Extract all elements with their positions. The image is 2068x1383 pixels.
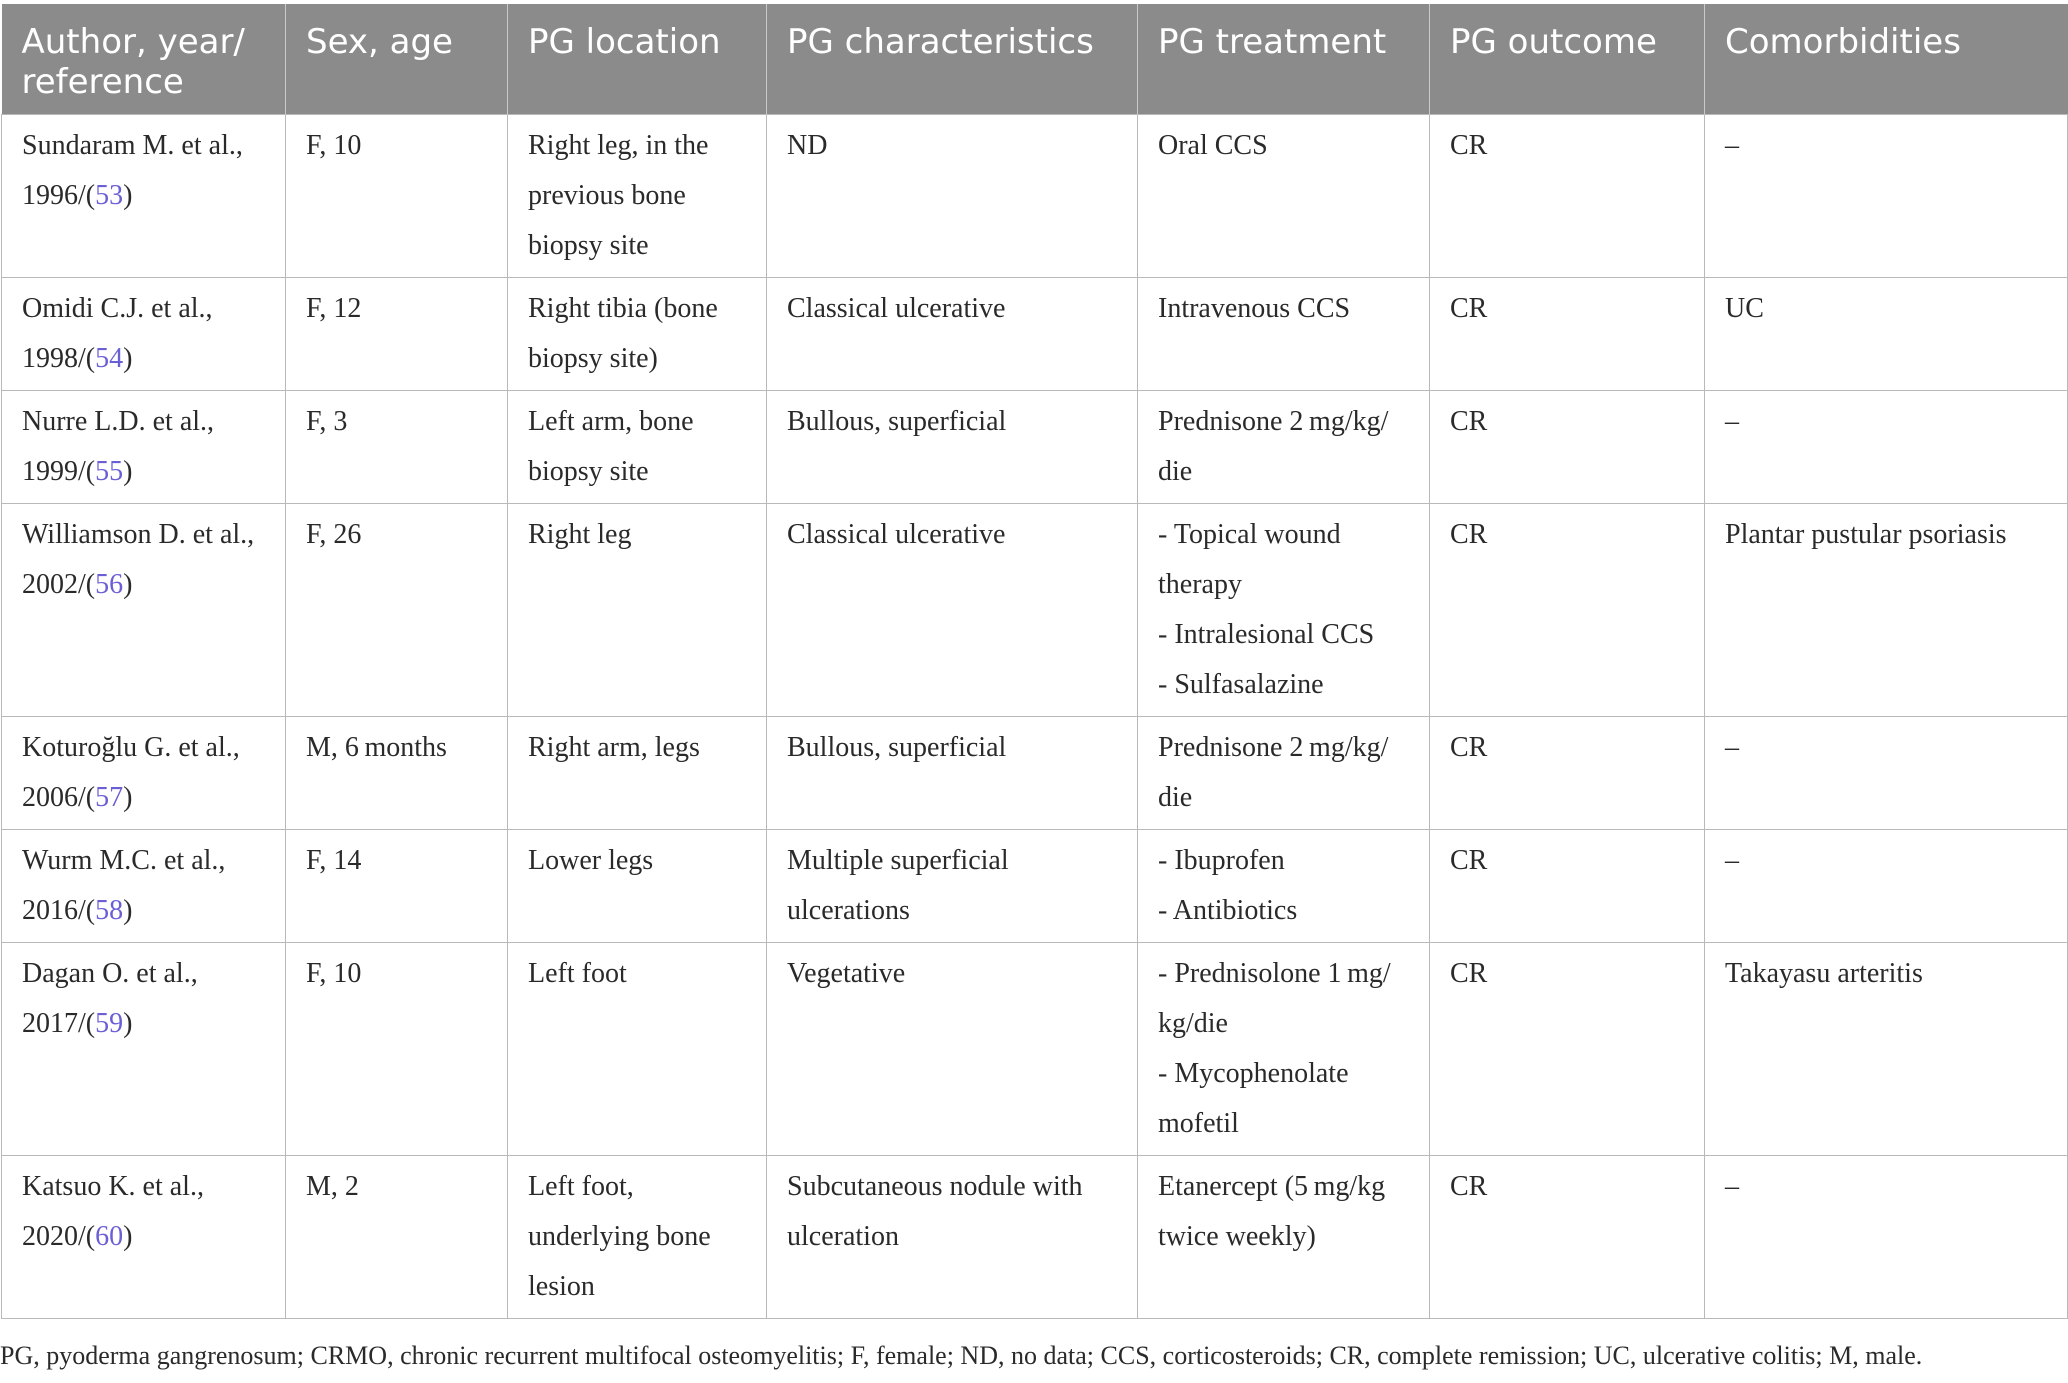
- cell-sex-age: F, 12: [286, 278, 508, 391]
- treatment-item: - Sulfasalazine: [1158, 669, 1324, 700]
- cell-author: [2, 504, 286, 717]
- reference-link[interactable]: 56: [95, 569, 124, 600]
- header-sex-age: Sex, age: [286, 4, 508, 115]
- header-pg-outcome: PG outcome: [1430, 4, 1705, 115]
- treatment-item: - Topical wound therapy: [1158, 519, 1341, 600]
- reference-link[interactable]: 57: [95, 782, 124, 813]
- cell-location: Right leg, in the previous bone biopsy site: [508, 115, 767, 278]
- cell-author: [2, 717, 286, 830]
- cell-author: [2, 1156, 286, 1319]
- cell-comorbidities: UC: [1705, 278, 2068, 391]
- cell-characteristics: Multiple superficial ulcerations: [767, 830, 1138, 943]
- cell-author: [2, 943, 286, 1156]
- table-row: [2, 943, 2068, 1156]
- treatment-item: - Antibiotics: [1158, 895, 1298, 926]
- header-row: [2, 4, 2068, 115]
- cell-comorbidities: –: [1705, 115, 2068, 278]
- treatment-item: Prednisone 2 mg/kg/ die: [1158, 732, 1389, 813]
- treatment-item: Prednisone 2 mg/kg/ die: [1158, 406, 1389, 487]
- cell-location: Left foot: [508, 943, 767, 1156]
- cell-sex-age: M, 6 months: [286, 717, 508, 830]
- table-row: [2, 391, 2068, 504]
- treatment-item: Intravenous CCS: [1158, 293, 1351, 324]
- cell-treatment: [1138, 115, 1430, 278]
- cell-comorbidities: Plantar pustular psoriasis: [1705, 504, 2068, 717]
- table-row: [2, 115, 2068, 278]
- author-name: Katsuo K. et al.,: [22, 1171, 204, 1202]
- reference-link[interactable]: 60: [95, 1221, 124, 1252]
- treatment-item: - Ibuprofen: [1158, 845, 1285, 876]
- cell-characteristics: Bullous, superficial: [767, 391, 1138, 504]
- cell-characteristics: Vegetative: [767, 943, 1138, 1156]
- cell-location: Right arm, legs: [508, 717, 767, 830]
- header-author-line: reference: [21, 62, 184, 102]
- cell-treatment: [1138, 278, 1430, 391]
- header-pg-location: PG location: [508, 4, 767, 115]
- cell-treatment: [1138, 717, 1430, 830]
- author-name: Nurre L.D. et al.,: [22, 406, 215, 437]
- cell-outcome: CR: [1430, 717, 1705, 830]
- close-paren: ): [123, 1008, 133, 1039]
- year-text: 2016/(: [22, 895, 96, 926]
- treatment-item: - Prednisolone 1 mg/ kg/die: [1158, 958, 1391, 1039]
- header-author-line: Author, year/: [21, 22, 245, 62]
- case-table: [1, 4, 2068, 1319]
- year-text: 2002/(: [22, 569, 96, 600]
- close-paren: ): [123, 895, 133, 926]
- author-year: [22, 773, 273, 823]
- author-name: Williamson D. et al.,: [22, 519, 255, 550]
- cell-comorbidities: –: [1705, 717, 2068, 830]
- reference-link[interactable]: 55: [95, 456, 124, 487]
- cell-location: Left foot, underlying bone lesion: [508, 1156, 767, 1319]
- year-text: 1998/(: [22, 343, 96, 374]
- cell-characteristics: Classical ulcerative: [767, 504, 1138, 717]
- header-pg-treatment: PG treatment: [1138, 4, 1430, 115]
- header-comorbidities: Comorbidities: [1705, 4, 2068, 115]
- cell-treatment: [1138, 504, 1430, 717]
- header-pg-characteristics: PG characteristics: [767, 4, 1138, 115]
- cell-location: Right tibia (bone biopsy site): [508, 278, 767, 391]
- close-paren: ): [123, 569, 133, 600]
- year-text: 1999/(: [22, 456, 96, 487]
- table-row: [2, 1156, 2068, 1319]
- author-name: Omidi C.J. et al.,: [22, 293, 213, 324]
- year-text: 2017/(: [22, 1008, 96, 1039]
- cell-comorbidities: –: [1705, 830, 2068, 943]
- author-year: [22, 1212, 273, 1262]
- author-year: [22, 886, 273, 936]
- author-year: [22, 447, 273, 497]
- close-paren: ): [123, 456, 133, 487]
- cell-treatment: [1138, 943, 1430, 1156]
- header-author: [2, 4, 286, 115]
- cell-comorbidities: –: [1705, 391, 2068, 504]
- cell-outcome: CR: [1430, 278, 1705, 391]
- cell-treatment: [1138, 1156, 1430, 1319]
- cell-location: Lower legs: [508, 830, 767, 943]
- reference-link[interactable]: 53: [95, 180, 124, 211]
- cell-treatment: [1138, 830, 1430, 943]
- year-text: 2006/(: [22, 782, 96, 813]
- cell-outcome: CR: [1430, 943, 1705, 1156]
- cell-characteristics: Bullous, superficial: [767, 717, 1138, 830]
- author-year: [22, 171, 273, 221]
- cell-outcome: CR: [1430, 115, 1705, 278]
- cell-outcome: CR: [1430, 391, 1705, 504]
- cell-sex-age: F, 10: [286, 115, 508, 278]
- cell-sex-age: F, 14: [286, 830, 508, 943]
- close-paren: ): [123, 180, 133, 211]
- cell-location: Right leg: [508, 504, 767, 717]
- author-year: [22, 334, 273, 384]
- reference-link[interactable]: 58: [95, 895, 124, 926]
- table-row: [2, 717, 2068, 830]
- author-year: [22, 560, 273, 610]
- author-name: Sundaram M. et al.,: [22, 130, 243, 161]
- treatment-item: - Mycophenolate mofetil: [1158, 1058, 1349, 1139]
- table-row: [2, 830, 2068, 943]
- cell-location: Left arm, bone biopsy site: [508, 391, 767, 504]
- author-name: Wurm M.C. et al.,: [22, 845, 226, 876]
- close-paren: ): [123, 782, 133, 813]
- cell-author: [2, 115, 286, 278]
- treatment-item: - Intralesional CCS: [1158, 619, 1375, 650]
- close-paren: ): [123, 1221, 133, 1252]
- cell-sex-age: F, 26: [286, 504, 508, 717]
- author-name: Koturoğlu G. et al.,: [22, 732, 240, 763]
- cell-characteristics: ND: [767, 115, 1138, 278]
- author-name: Dagan O. et al.,: [22, 958, 198, 989]
- cell-comorbidities: –: [1705, 1156, 2068, 1319]
- cell-treatment: [1138, 391, 1430, 504]
- reference-link[interactable]: 54: [95, 343, 124, 374]
- year-text: 1996/(: [22, 180, 96, 211]
- cell-author: [2, 391, 286, 504]
- year-text: 2020/(: [22, 1221, 96, 1252]
- reference-link[interactable]: 59: [95, 1008, 124, 1039]
- cell-author: [2, 830, 286, 943]
- treatment-item: Oral CCS: [1158, 130, 1268, 161]
- cell-outcome: CR: [1430, 830, 1705, 943]
- table-footnote: PG, pyoderma gangrenosum; CRMO, chronic recurrent multifocal osteomyelitis; F, female; ND, no data; CCS, corticosteroids; CR, complete remission; UC, ulcerative colitis; M, male.: [0, 1341, 1923, 1370]
- table-row: [2, 504, 2068, 717]
- cell-characteristics: Classical ulcerative: [767, 278, 1138, 391]
- cell-sex-age: F, 3: [286, 391, 508, 504]
- cell-sex-age: F, 10: [286, 943, 508, 1156]
- cell-sex-age: M, 2: [286, 1156, 508, 1319]
- treatment-item: Etanercept (5 mg/kg twice weekly): [1158, 1171, 1386, 1252]
- table-row: [2, 278, 2068, 391]
- cell-outcome: CR: [1430, 504, 1705, 717]
- cell-outcome: CR: [1430, 1156, 1705, 1319]
- author-year: [22, 999, 273, 1049]
- close-paren: ): [123, 343, 133, 374]
- cell-comorbidities: Takayasu arteritis: [1705, 943, 2068, 1156]
- cell-characteristics: Subcutaneous nodule with ulceration: [767, 1156, 1138, 1319]
- cell-author: [2, 278, 286, 391]
